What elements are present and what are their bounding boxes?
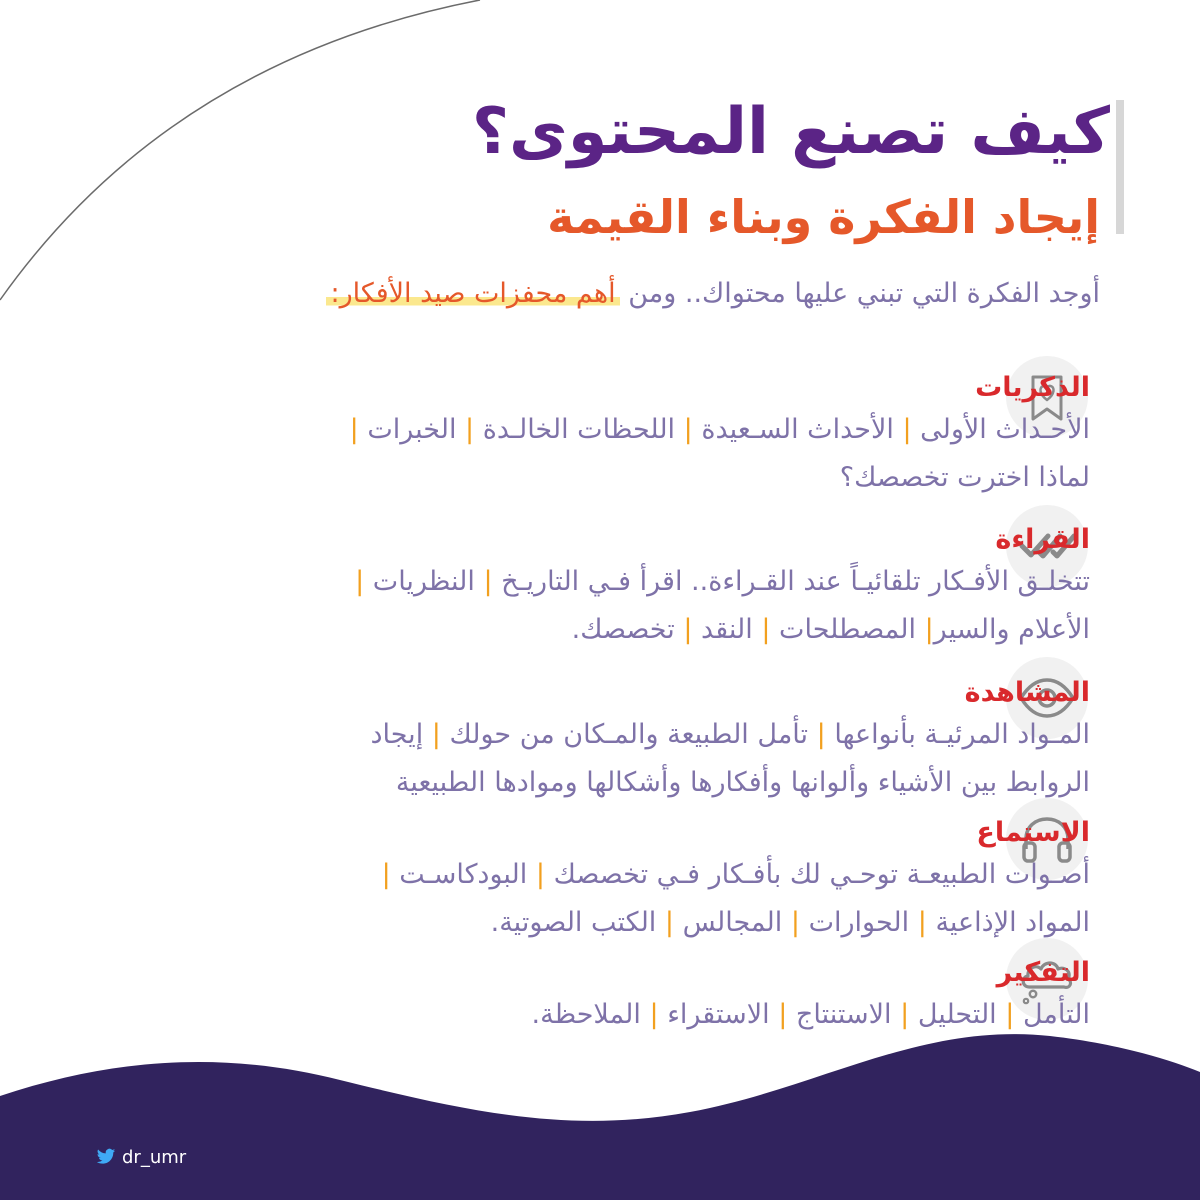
section-listening — [100, 815, 1090, 947]
intro-text — [326, 272, 1100, 316]
twitter-bird-icon — [96, 1148, 116, 1166]
intro-highlight: أهم محفزات صيد الأفكار: — [326, 278, 619, 309]
title-accent-bar — [1116, 100, 1124, 234]
twitter-handle: dr_umr — [122, 1146, 187, 1168]
page-title: كيف تصنع المحتوى؟ — [471, 95, 1110, 169]
footer-wave — [0, 1034, 1200, 1200]
section-reading — [100, 522, 1090, 654]
section-line: تتخلـق الأفـكار تلقائيـاً عند القـراءة.. اقرأ فـي التاريـخ | النظريات | — [355, 566, 1090, 597]
section-title: الاستماع — [976, 817, 1090, 848]
section-line: المـواد المرئيـة بأنواعها | تأمل الطبيعة والمـكان من حولك | إيجاد — [370, 719, 1090, 750]
section-title: الذكريات — [975, 372, 1090, 403]
section-thinking — [100, 955, 1090, 1039]
section-line: لماذا اخترت تخصصك؟ — [839, 462, 1090, 493]
section-line: أصـوات الطبيعـة توحـي لك بأفـكار فـي تخصصك | البودكاسـت | — [381, 859, 1090, 890]
footer-credit[interactable] — [96, 1144, 186, 1170]
section-line: التأمل | التحليل | الاستنتاج | الاستقراء | الملاحظة. — [531, 999, 1090, 1030]
section-title: القراءة — [995, 524, 1090, 555]
section-title: المشاهدة — [964, 677, 1090, 708]
section-watching — [100, 675, 1090, 807]
intro-main: أوجد الفكرة التي تبني عليها محتواك.. ومن — [628, 278, 1100, 309]
decorative-arc — [0, 0, 480, 300]
section-line: المواد الإذاعية | الحوارات | المجالس | الكتب الصوتية. — [490, 907, 1090, 938]
section-memories — [100, 370, 1090, 502]
section-title: التفكير — [996, 957, 1090, 988]
section-line: الأحـداث الأولى | الأحداث السـعيدة | اللحظات الخالـدة | الخبرات | — [349, 414, 1090, 445]
section-line: الروابط بين الأشياء وألوانها وأفكارها وأشكالها وموادها الطبيعية — [395, 767, 1090, 798]
page-subtitle: إيجاد الفكرة وبناء القيمة — [547, 190, 1100, 244]
section-line: الأعلام والسير| المصطلحات | النقد | تخصصك. — [571, 614, 1090, 645]
